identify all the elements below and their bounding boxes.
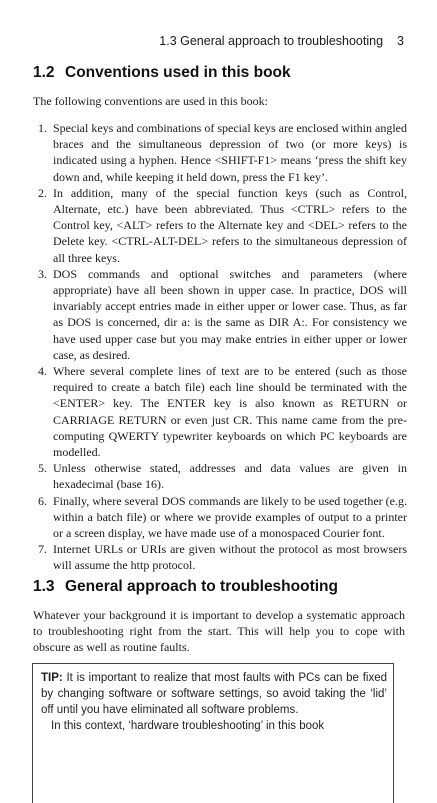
list-item	[33, 493, 407, 542]
item-text: DOS commands and optional switches and parameters (where appropriate) have all been shown in upper case. In practice, DOS will invariably accept entries made in either upper or lower case. Thus, as far as DOS is concerned, dir a: is the same as DIR A:. For consistency we have used upper case but you may make entries in either upper or lower case, as desired.	[53, 266, 407, 362]
item-number: 6.	[38, 493, 47, 508]
running-header	[0, 34, 404, 48]
item-text: Finally, where several DOS commands are likely to be used together (e.g. within a batch file) or where we provide examples of output to a printer or a screen display, we have made use of a monospaced Courier font.	[53, 493, 407, 541]
item-text: Where several complete lines of text are to be entered (such as those required to create a batch file) each line should be terminated with the <ENTER> key. The ENTER key is also known as RETURN or CARRIAGE RETURN or even just CR. This name came from the pre-computing QWERTY typewriter keyboards on which PC keyboards are modelled.	[53, 364, 407, 460]
item-number: 2.	[38, 185, 47, 200]
list-item	[33, 460, 407, 492]
item-number: 4.	[38, 364, 47, 379]
item-text: Unless otherwise stated, addresses and data values are given in hexadecimal (base 16).	[53, 461, 407, 492]
tip-box	[32, 663, 394, 803]
tip-label: TIP:	[41, 672, 63, 684]
section-intro: The following conventions are used in this book:	[33, 94, 268, 108]
item-text: Internet URLs or URIs are given without the protocol as most browsers will assume the http protocol.	[53, 542, 407, 573]
conventions-list	[33, 120, 407, 574]
section-intro: Whatever your background it is important to develop a systematic approach to troubleshooting right from the start. This will help you to cope with obscure as well as routine faults.	[33, 608, 405, 654]
section-title: General approach to troubleshooting	[65, 578, 338, 595]
section-title: Conventions used in this book	[65, 64, 291, 81]
list-item	[33, 185, 407, 266]
list-item	[33, 541, 407, 573]
list-item	[33, 266, 407, 363]
section-number: 1.2	[33, 64, 55, 81]
item-number: 5.	[38, 461, 47, 476]
list-item	[33, 120, 407, 185]
item-number: 1.	[38, 121, 47, 135]
item-text: In addition, many of the special function keys (such as Control, Alternate, etc.) have been abbreviated. Thus <CTRL> refers to the Control key, <ALT> refers to the Alternate key and <DEL> refers to the Delete key. <CTRL-ALT-DEL> refers to the simultaneous depression of all three keys.	[53, 185, 407, 265]
running-title: 1.3 General approach to troubleshooting	[159, 34, 384, 48]
item-number: 3.	[38, 266, 47, 281]
section-heading-1-3	[33, 578, 338, 596]
tip-text: It is important to realize that most faults with PCs can be fixed by changing software or software settings, so avoid taking the ‘lid’ off until you have eliminated all software problems.	[41, 672, 387, 716]
tip-paragraph-2: In this context, ‘hardware troubleshooting’ in this book	[51, 720, 325, 732]
section-number: 1.3	[33, 578, 55, 595]
item-text: Special keys and combinations of special keys are enclosed within angled braces and the simultaneous depression of two (or more keys) is indicated using a hyphen. Hence <SHIFT-F1> means ‘press the shift key down and, while keeping it held down, press the F1 key’.	[53, 121, 407, 184]
page-number: 3	[397, 34, 404, 48]
section-heading-1-2	[33, 64, 291, 82]
item-number: 7.	[38, 542, 47, 557]
tip-paragraph	[41, 670, 387, 718]
list-item	[33, 363, 407, 460]
